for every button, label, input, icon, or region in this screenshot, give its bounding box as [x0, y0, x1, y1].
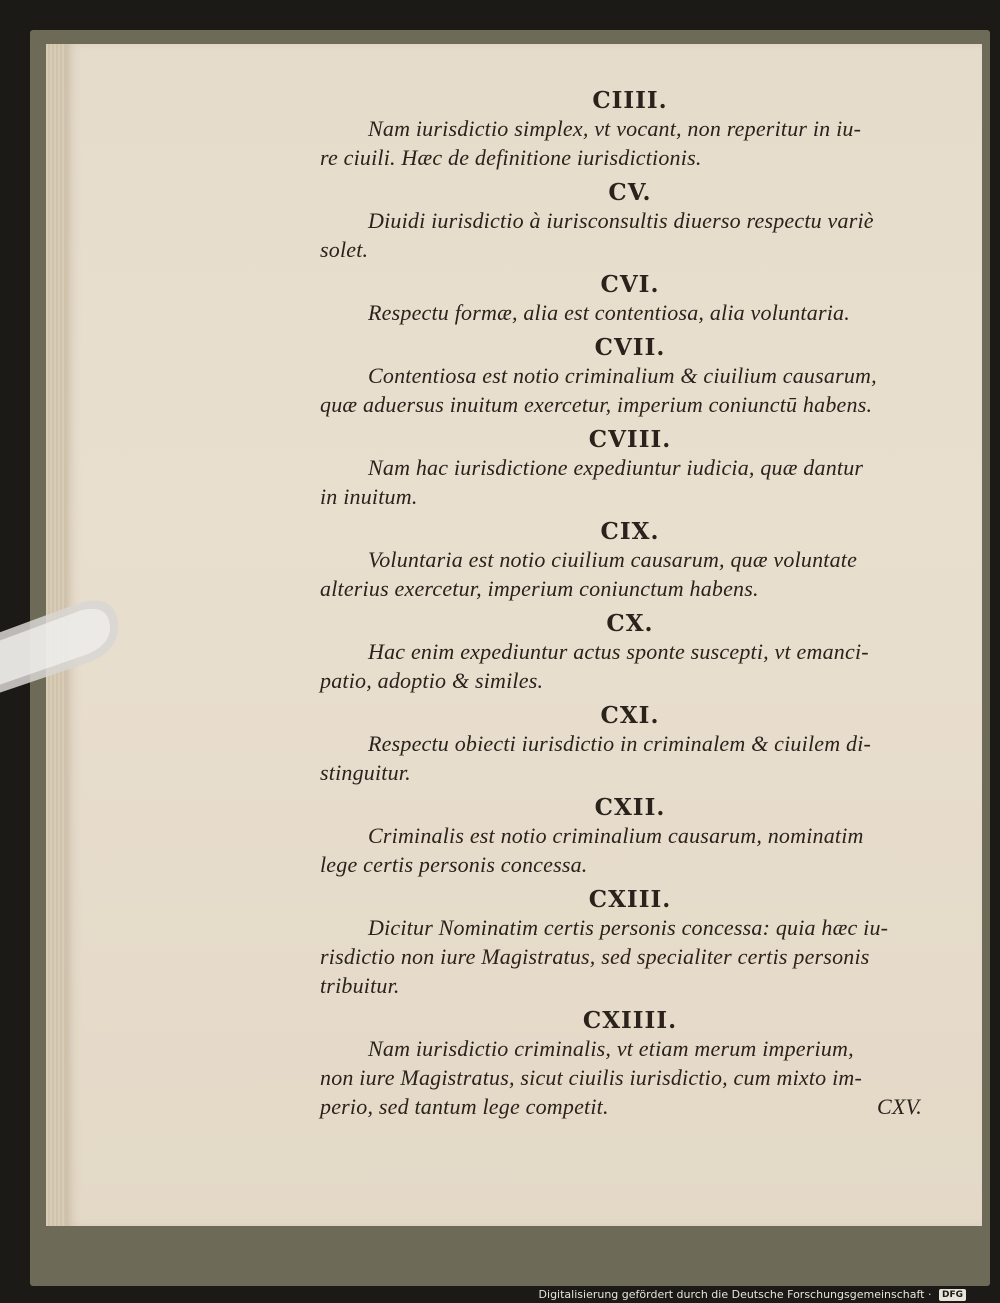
- thesis-section: [320, 887, 940, 1008]
- text-line: risdictio non iure Magistratus, sed specialiter certis personis: [320, 944, 870, 969]
- text-line: solet.: [320, 237, 369, 262]
- text-line: Respectu formæ, alia est contentiosa, alia voluntaria.: [368, 300, 850, 325]
- section-numeral: CVI.: [600, 271, 660, 298]
- digitization-credit: Digitalisierung gefördert durch die Deutsche Forschungsgemeinschaft · DFG: [539, 1288, 966, 1301]
- thesis-section: [320, 703, 940, 795]
- section-numeral: CXIII.: [588, 886, 672, 913]
- text-line: Nam hac iurisdictione expediuntur iudicia, quæ dantur: [368, 455, 864, 480]
- text-line: Dicitur Nominatim certis personis concessa: quia hæc iu-: [368, 915, 889, 940]
- section-numeral: CIX.: [600, 518, 660, 545]
- section-numeral: CIIII.: [592, 87, 668, 114]
- section-numeral: CV.: [608, 179, 652, 206]
- thesis-section: [320, 180, 940, 272]
- text-line: [320, 1092, 940, 1121]
- dfg-logo-icon: DFG: [939, 1289, 966, 1301]
- text-line: re ciuili. Hæc de definitione iurisdictionis.: [320, 145, 702, 170]
- section-numeral: CVII.: [594, 334, 666, 361]
- thesis-section: [320, 88, 940, 180]
- section-numeral: CXIIII.: [582, 1007, 678, 1034]
- text-line: quæ aduersus inuitum exercetur, imperium coniunctū habens.: [320, 392, 873, 417]
- text-line: alterius exercetur, imperium coniunctum habens.: [320, 576, 759, 601]
- text-line-content: perio, sed tantum lege competit.: [320, 1094, 609, 1119]
- section-numeral: CX.: [606, 610, 654, 637]
- thesis-section: [320, 795, 940, 887]
- text-line: Voluntaria est notio ciuilium causarum, quæ voluntate: [368, 547, 858, 572]
- text-line: Nam iurisdictio criminalis, vt etiam merum imperium,: [368, 1036, 854, 1061]
- section-numeral: CXII.: [594, 794, 666, 821]
- text-line: Nam iurisdictio simplex, vt vocant, non reperitur in iu-: [368, 116, 862, 141]
- catchword: CXV.: [876, 1094, 922, 1119]
- credit-text: Digitalisierung gefördert durch die Deutsche Forschungsgemeinschaft: [538, 1288, 925, 1301]
- thesis-section: [320, 611, 940, 703]
- thesis-section: [320, 335, 940, 427]
- thesis-section: [320, 1008, 940, 1121]
- text-line: in inuitum.: [320, 484, 418, 509]
- text-line: Contentiosa est notio criminalium & ciuilium causarum,: [368, 363, 877, 388]
- text-line: non iure Magistratus, sicut ciuilis iurisdictio, cum mixto im-: [320, 1065, 863, 1090]
- thesis-section: [320, 519, 940, 611]
- page-text: [320, 88, 940, 1121]
- text-line: stinguitur.: [320, 760, 411, 785]
- text-line: Respectu obiecti iurisdictio in criminalem & ciuilem di-: [368, 731, 872, 756]
- text-line: Criminalis est notio criminalium causarum, nominatim: [368, 823, 864, 848]
- text-line: lege certis personis concessa.: [320, 852, 588, 877]
- text-line: patio, adoptio & similes.: [320, 668, 544, 693]
- section-numeral: CVIII.: [588, 426, 672, 453]
- thesis-section: [320, 272, 940, 335]
- text-line: Hac enim expediuntur actus sponte suscepti, vt emanci-: [368, 639, 869, 664]
- text-line: Diuidi iurisdictio à iurisconsultis diuerso respectu variè: [368, 208, 874, 233]
- thesis-section: [320, 427, 940, 519]
- page-clip-icon: [0, 594, 128, 694]
- text-line: tribuitur.: [320, 973, 400, 998]
- section-numeral: CXI.: [600, 702, 660, 729]
